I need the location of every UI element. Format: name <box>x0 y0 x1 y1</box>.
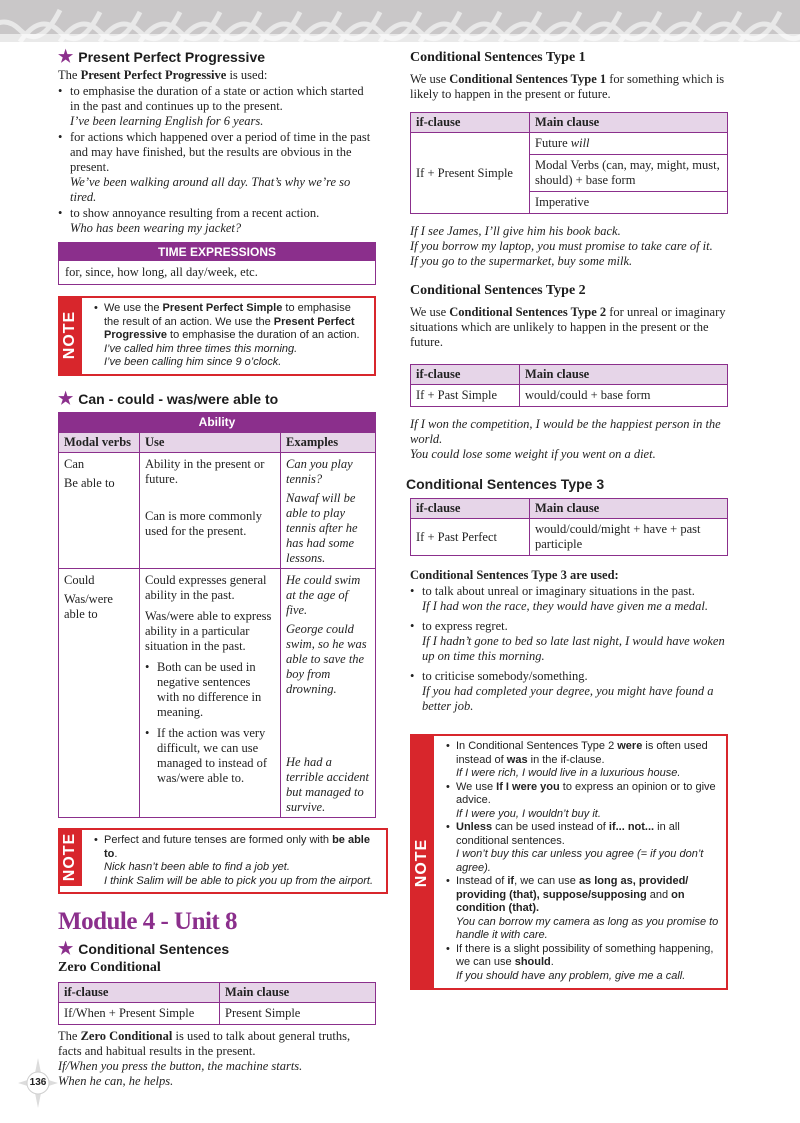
note-box-3 <box>410 734 728 990</box>
note-tab: NOTE <box>412 736 434 988</box>
column-header: Modal verbs <box>59 433 140 453</box>
table-row: If + Past Simple would/could + base form <box>411 385 728 407</box>
header-banner <box>0 0 800 42</box>
zero-conditional-table <box>58 982 376 1025</box>
list-item: • If there is a slight possibility of something happening, we can use should. If you should have any problem, give me a call. <box>456 943 720 984</box>
type2-desc: We use Conditional Sentences Type 2 for unreal or imaginary situations which are unlikely to happen in the present or the future. <box>410 305 726 349</box>
ppp-heading: ★ Present Perfect Progressive <box>58 47 266 66</box>
column-header: Main clause <box>520 365 728 385</box>
ppp-intro: The Present Perfect Progressive is used: <box>58 68 268 82</box>
type1-desc: We use Conditional Sentences Type 1 for something which is likely to happen in the present or future. <box>410 72 725 101</box>
type2-heading: Conditional Sentences Type 2 <box>410 283 586 298</box>
column-header: Main clause <box>220 983 376 1003</box>
ability-table <box>58 412 376 818</box>
note-box-1 <box>58 296 376 376</box>
list-item: • for actions which happened over a period of time in the past and may have finished, but the results are obvious in the present. We’ve been walking around all day. That’s why we’re so tired. <box>70 130 376 205</box>
type3-uses-list <box>410 584 728 714</box>
list-item: • to criticise somebody/something. If you had completed your degree, you might have found a better job. <box>422 669 728 714</box>
list-item: • to talk about unreal or imaginary situations in the past. If I had won the race, they would have given me a medal. <box>422 584 728 614</box>
list-item: • Instead of if, we can use as long as, provided/ providing (that), suppose/supposing and on condition (that). You can borrow my camera as long as you promise to handle it with care. <box>456 875 720 943</box>
table-row: If + Past Perfect would/could/might + have + past participle <box>411 519 728 556</box>
zero-example: When he can, he helps. <box>58 1074 174 1088</box>
column-header: Examples <box>281 433 376 453</box>
note-body: • Perfect and future tenses are formed only with be able to. Nick hasn’t been able to find a job yet. I think Salim will be able to pick you up from the airport. <box>82 830 386 892</box>
column-header: Main clause <box>530 113 728 133</box>
table-row: If + Present Simple Future will <box>411 133 728 155</box>
time-expressions-body: for, since, how long, all day/week, etc. <box>65 265 258 279</box>
note-body <box>434 736 726 988</box>
column-header: Main clause <box>530 499 728 519</box>
list-item: • to express regret. If I hadn’t gone to bed so late last night, I would have woken up on time this morning. <box>422 619 728 664</box>
list-item: • We use If I were you to express an opinion or to give advice. If I were you, I wouldn’t buy it. <box>456 781 720 822</box>
column-header: Use <box>140 433 281 453</box>
type3-used-heading: Conditional Sentences Type 3 are used: <box>410 568 619 582</box>
page-number: 136 <box>29 1077 47 1088</box>
can-heading: ★ Can - could - was/were able to <box>58 389 279 408</box>
ppp-uses-list <box>58 84 376 236</box>
type2-examples: If I won the competition, I would be the happiest person in the world. You could lose some weight if you went on a diet. <box>410 417 721 461</box>
table-row: Could Was/were able to Could expresses general ability in the past. Was/were able to express ability in a particular situation in the past. • Both can be used in negative sentences with no difference in meaning. • If the action was very difficult, we can use managed to instead of was/were able to. He could swim at the age of five. George could swim, so he was able to save the boy from drowning. He had a terrible accident but managed to survive. <box>59 569 376 818</box>
note-body: • We use the Present Perfect Simple to emphasise the result of an action. We use the Present Perfect Progressive to emphasise the duration of an action. I’ve called him three times this morning. I’ve been calling him since 9 o’clock. <box>82 298 374 374</box>
table-row: Can Be able to Ability in the present or future. Can is more commonly used for the present. Can you play tennis? Nawaf will be able to play tennis after he has had some lessons. <box>59 453 376 569</box>
star-icon: ★ <box>58 939 74 958</box>
note-tab: NOTE <box>60 830 82 886</box>
star-icon: ★ <box>58 389 74 408</box>
column-header: if-clause <box>59 983 220 1003</box>
type1-examples: If I see James, I’ll give him his book back. If you borrow my laptop, you must promise to take care of it. If you go to the supermarket, buy some milk. <box>410 224 713 268</box>
table-row: Imperative <box>411 192 728 214</box>
note-tab: NOTE <box>60 298 82 374</box>
column-header: if-clause <box>411 113 530 133</box>
zero-conditional-heading: Zero Conditional <box>58 960 161 975</box>
type3-heading: Conditional Sentences Type 3 <box>406 476 605 492</box>
conditional-heading: ★ Conditional Sentences <box>58 939 230 958</box>
list-item: • to emphasise the duration of a state or action which started in the past and continues up to the present. I’ve been learning English for 6 years. <box>70 84 376 129</box>
page-number-badge <box>18 1058 58 1108</box>
type1-table <box>410 112 728 214</box>
column-header: if-clause <box>411 499 530 519</box>
zero-example: If/When you press the button, the machine starts. <box>58 1059 303 1073</box>
note-box-2 <box>58 828 388 894</box>
type3-table <box>410 498 728 556</box>
zero-conditional-desc: The Zero Conditional is used to talk about general truths, facts and habitual results in the present. <box>58 1029 351 1058</box>
column-header: if-clause <box>411 365 520 385</box>
left-column <box>58 48 376 1089</box>
list-item: • Unless can be used instead of if... not... in all conditional sentences. I won’t buy this car unless you agree (= if you don’t agree). <box>456 821 720 875</box>
type2-table <box>410 364 728 407</box>
list-item: • to show annoyance resulting from a recent action. Who has been wearing my jacket? <box>70 206 376 236</box>
time-expressions-box <box>58 242 376 285</box>
table-row: If/When + Present Simple Present Simple <box>59 1003 376 1025</box>
right-column <box>406 50 728 990</box>
star-icon: ★ <box>58 47 74 66</box>
module-title: Module 4 - Unit 8 <box>58 908 237 935</box>
ability-table-title: Ability <box>59 413 376 433</box>
table-row: Modal Verbs (can, may, might, must, should) + base form <box>411 155 728 192</box>
list-item: • In Conditional Sentences Type 2 were is often used instead of was in the if-clause. If I were rich, I would live in a luxurious house. <box>456 740 720 781</box>
time-expressions-title: TIME EXPRESSIONS <box>59 243 375 261</box>
type1-heading: Conditional Sentences Type 1 <box>410 50 586 65</box>
